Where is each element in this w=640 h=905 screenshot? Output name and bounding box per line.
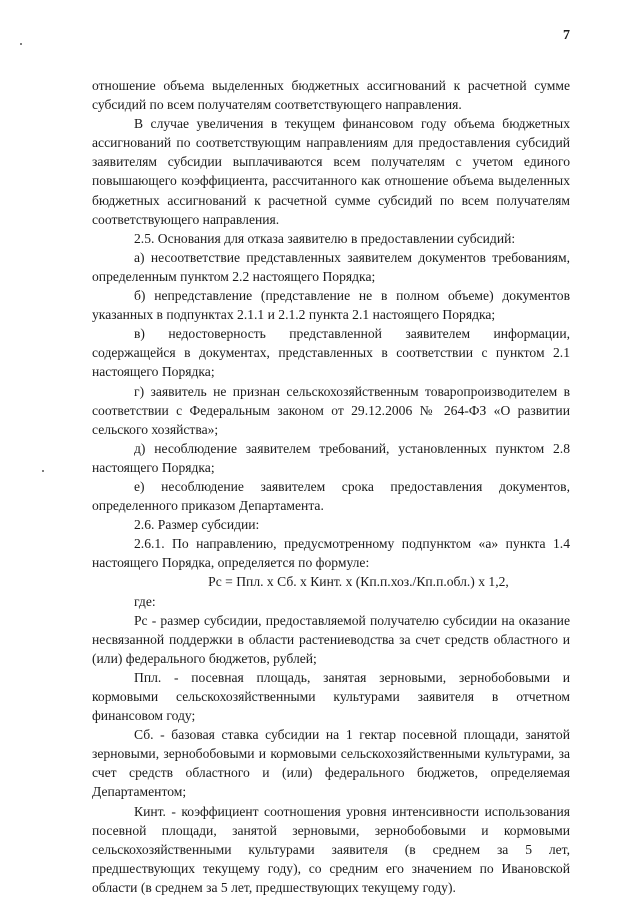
- definition: Ппл. - посевная площадь, занятая зерновыми, зернобобовыми и кормовыми сельскохозяйственными культурами заявителя в отчетном финансовом году;: [92, 669, 570, 724]
- definition: Сб. - базовая ставка субсидии на 1 гектар посевной площади, занятой зерновыми, зернобобовыми и кормовыми сельскохозяйственными культурами, за счет средств областного и (или) федерального бюджетов, определяемая Департаментом;: [92, 727, 570, 800]
- formula: Рс = Ппл. х Сб. х Кинт. х (Кп.п.хоз./Кп.п.обл.) х 1,2,: [208, 574, 509, 590]
- section-heading: 2.6. Размер субсидии:: [134, 517, 260, 533]
- definition: Рс - размер субсидии, предоставляемой получателю субсидии на оказание несвязанной поддержки в области растениеводства за счет средств областного и (или) федерального бюджетов, рублей;: [92, 612, 570, 666]
- list-item: г) заявитель не признан сельскохозяйственным товаропроизводителем в соответствии с Федеральным законом от 29.12.2006 № 264-ФЗ «О развитии сельского хозяйства»;: [92, 383, 570, 437]
- list-item: б) непредставление (представление не в полном объеме) документов указанных в подпунктах 2.1.1 и 2.1.2 пункта 2.1 настоящего Порядка;: [92, 288, 570, 323]
- paragraph: 2.6.1. По направлению, предусмотренному подпунктом «а» пункта 1.4 настоящего Порядка, определяется по формуле:: [92, 536, 570, 571]
- body-text: [92, 76, 570, 897]
- list-item: е) несоблюдение заявителем срока предоставления документов, определенного приказом Департамента.: [92, 478, 570, 514]
- paragraph: где:: [134, 593, 156, 609]
- paragraph: В случае увеличения в текущем финансовом году объема бюджетных ассигнований по соответствующим направлениям для предоставления субсидий заявителям субсидии выплачиваются всем получателям с учетом единого повышающего коэффициента, рассчитанного как отношение объема выделенных бюджетных ассигнований к расчетной сумме субсидий по всем получателям соответствующего направления.: [92, 116, 570, 227]
- list-item: д) несоблюдение заявителем требований, установленных пунктом 2.8 настоящего Порядка;: [92, 440, 570, 475]
- page-number: 7: [563, 28, 570, 43]
- definition: Кинт. - коэффициент соотношения уровня интенсивности использования посевной площади, занятой зерновыми, зернобобовыми и кормовыми сельскохозяйственными культурами заявителя (в среднем за 5 лет, предшествующих текущему году), со средним его значением по Ивановской области (в среднем за 5 лет, предшествующих текущему году).: [92, 803, 570, 895]
- section-heading: 2.5. Основания для отказа заявителю в предоставлении субсидий:: [134, 230, 516, 246]
- scan-speck: [42, 470, 44, 472]
- list-item: в) недостоверность представленной заявителем информации, содержащейся в документах, представленных в соответствии с пунктом 2.1 настоящего Порядка;: [92, 326, 570, 380]
- list-item: а) несоответствие представленных заявителем документов требованиям, определенным пунктом 2.2 настоящего Порядка;: [92, 249, 570, 284]
- scan-speck: [20, 43, 22, 45]
- paragraph: отношение объема выделенных бюджетных ассигнований к расчетной сумме субсидий по всем получателям соответствующего направления.: [92, 78, 570, 113]
